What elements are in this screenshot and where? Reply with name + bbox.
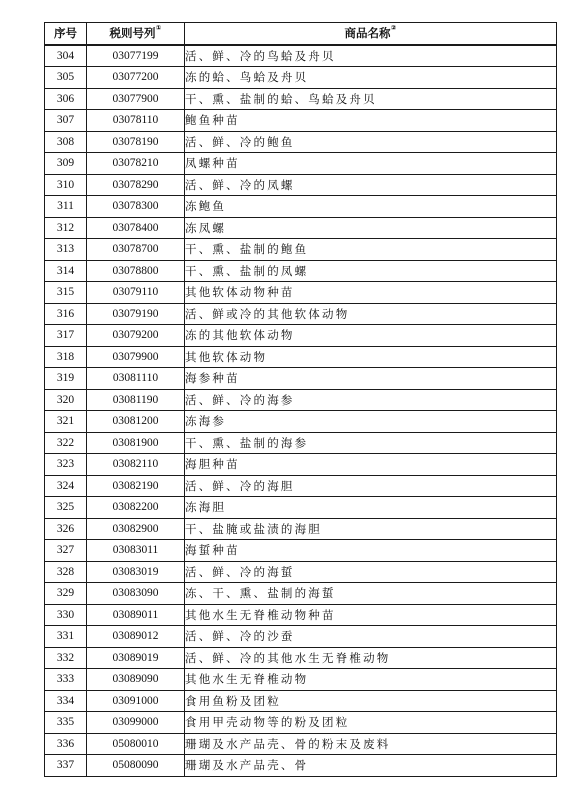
table-row	[45, 174, 557, 196]
row-name: 珊瑚及水产品壳、骨的粉末及废料	[185, 733, 557, 755]
row-name: 活、鲜或冷的其他软体动物	[185, 303, 557, 325]
row-code: 03081110	[87, 368, 185, 390]
row-name: 活、鲜、冷的鲍鱼	[185, 131, 557, 153]
row-seq: 323	[45, 454, 87, 476]
row-code: 03079110	[87, 282, 185, 304]
row-name: 冻凤螺	[185, 217, 557, 239]
row-name: 活、鲜、冷的海参	[185, 389, 557, 411]
table-row	[45, 561, 557, 583]
row-code: 03099000	[87, 712, 185, 734]
row-seq: 321	[45, 411, 87, 433]
header-code: 税则号列①	[87, 23, 185, 45]
table-row	[45, 454, 557, 476]
row-seq: 308	[45, 131, 87, 153]
row-name: 凤螺种苗	[185, 153, 557, 175]
table-row	[45, 131, 557, 153]
row-code: 03078400	[87, 217, 185, 239]
table-row	[45, 583, 557, 605]
table-body	[45, 45, 557, 777]
row-seq: 311	[45, 196, 87, 218]
row-seq: 337	[45, 755, 87, 777]
row-name: 冻的其他软体动物	[185, 325, 557, 347]
row-name: 海胆种苗	[185, 454, 557, 476]
table-row	[45, 411, 557, 433]
row-name: 海参种苗	[185, 368, 557, 390]
row-code: 03078190	[87, 131, 185, 153]
row-code: 03091000	[87, 690, 185, 712]
table-row	[45, 368, 557, 390]
row-code: 03082110	[87, 454, 185, 476]
row-name: 冻鲍鱼	[185, 196, 557, 218]
row-seq: 315	[45, 282, 87, 304]
row-code: 03082200	[87, 497, 185, 519]
row-code: 03079190	[87, 303, 185, 325]
table-row	[45, 110, 557, 132]
row-seq: 328	[45, 561, 87, 583]
row-code: 03082900	[87, 518, 185, 540]
row-seq: 305	[45, 67, 87, 89]
table-row	[45, 45, 557, 67]
table-row	[45, 239, 557, 261]
row-name: 冻海参	[185, 411, 557, 433]
table-row	[45, 518, 557, 540]
row-seq: 310	[45, 174, 87, 196]
row-name: 其他软体动物种苗	[185, 282, 557, 304]
row-seq: 319	[45, 368, 87, 390]
row-seq: 306	[45, 88, 87, 110]
table-row	[45, 67, 557, 89]
row-name: 食用鱼粉及团粒	[185, 690, 557, 712]
table-header-row	[45, 23, 557, 45]
row-code: 03089090	[87, 669, 185, 691]
row-seq: 309	[45, 153, 87, 175]
table-row	[45, 755, 557, 777]
row-name: 冻海胆	[185, 497, 557, 519]
row-name: 食用甲壳动物等的粉及团粒	[185, 712, 557, 734]
table-row	[45, 325, 557, 347]
row-seq: 322	[45, 432, 87, 454]
row-seq: 332	[45, 647, 87, 669]
row-code: 03077900	[87, 88, 185, 110]
table-row	[45, 626, 557, 648]
row-name: 干、盐腌或盐渍的海胆	[185, 518, 557, 540]
row-seq: 333	[45, 669, 87, 691]
table-row	[45, 475, 557, 497]
row-name: 其他水生无脊椎动物种苗	[185, 604, 557, 626]
row-seq: 307	[45, 110, 87, 132]
row-name: 珊瑚及水产品壳、骨	[185, 755, 557, 777]
row-name: 干、熏、盐制的鲍鱼	[185, 239, 557, 261]
row-seq: 313	[45, 239, 87, 261]
row-name: 干、熏、盐制的海参	[185, 432, 557, 454]
document-page	[44, 22, 556, 777]
table-row	[45, 647, 557, 669]
row-seq: 316	[45, 303, 87, 325]
row-code: 03079900	[87, 346, 185, 368]
row-code: 03079200	[87, 325, 185, 347]
row-seq: 334	[45, 690, 87, 712]
row-code: 03089019	[87, 647, 185, 669]
header-name: 商品名称②	[185, 23, 557, 45]
row-seq: 320	[45, 389, 87, 411]
row-seq: 330	[45, 604, 87, 626]
row-seq: 324	[45, 475, 87, 497]
row-name: 干、熏、盐制的凤螺	[185, 260, 557, 282]
row-code: 03078700	[87, 239, 185, 261]
row-code: 03089011	[87, 604, 185, 626]
row-name: 活、鲜、冷的沙蚕	[185, 626, 557, 648]
row-seq: 326	[45, 518, 87, 540]
row-name: 活、鲜、冷的海蜇	[185, 561, 557, 583]
table-row	[45, 497, 557, 519]
table-row	[45, 303, 557, 325]
row-name: 其他水生无脊椎动物	[185, 669, 557, 691]
table-row	[45, 432, 557, 454]
table-row	[45, 540, 557, 562]
row-seq: 331	[45, 626, 87, 648]
row-name: 冻的蛤、鸟蛤及舟贝	[185, 67, 557, 89]
row-code: 03078800	[87, 260, 185, 282]
table-row	[45, 604, 557, 626]
row-code: 03083090	[87, 583, 185, 605]
row-code: 03083011	[87, 540, 185, 562]
table-row	[45, 282, 557, 304]
footnote-marker-2: ②	[390, 24, 397, 33]
row-seq: 314	[45, 260, 87, 282]
table-row	[45, 690, 557, 712]
table-row	[45, 389, 557, 411]
row-code: 03078110	[87, 110, 185, 132]
row-code: 03077200	[87, 67, 185, 89]
row-code: 03078300	[87, 196, 185, 218]
table-row	[45, 196, 557, 218]
row-code: 03078210	[87, 153, 185, 175]
table-row	[45, 712, 557, 734]
header-seq: 序号	[45, 23, 87, 45]
row-name: 海蜇种苗	[185, 540, 557, 562]
row-seq: 312	[45, 217, 87, 239]
row-name: 冻、干、熏、盐制的海蜇	[185, 583, 557, 605]
row-code: 05080010	[87, 733, 185, 755]
table-row	[45, 346, 557, 368]
row-seq: 336	[45, 733, 87, 755]
table-row	[45, 217, 557, 239]
row-seq: 335	[45, 712, 87, 734]
row-seq: 329	[45, 583, 87, 605]
table-row	[45, 260, 557, 282]
row-seq: 317	[45, 325, 87, 347]
row-name: 干、熏、盐制的蛤、鸟蛤及舟贝	[185, 88, 557, 110]
row-code: 03077199	[87, 45, 185, 67]
row-seq: 325	[45, 497, 87, 519]
table-row	[45, 669, 557, 691]
row-code: 03082190	[87, 475, 185, 497]
row-code: 03081190	[87, 389, 185, 411]
row-name: 鲍鱼种苗	[185, 110, 557, 132]
row-seq: 318	[45, 346, 87, 368]
row-code: 03083019	[87, 561, 185, 583]
footnote-marker-1: ①	[155, 24, 162, 33]
row-name: 活、鲜、冷的鸟蛤及舟贝	[185, 45, 557, 67]
row-name: 其他软体动物	[185, 346, 557, 368]
row-code: 03081200	[87, 411, 185, 433]
table-row	[45, 88, 557, 110]
table-row	[45, 153, 557, 175]
tariff-table	[44, 22, 557, 777]
row-code: 05080090	[87, 755, 185, 777]
row-code: 03081900	[87, 432, 185, 454]
row-seq: 304	[45, 45, 87, 67]
row-name: 活、鲜、冷的海胆	[185, 475, 557, 497]
row-seq: 327	[45, 540, 87, 562]
row-name: 活、鲜、冷的凤螺	[185, 174, 557, 196]
row-name: 活、鲜、冷的其他水生无脊椎动物	[185, 647, 557, 669]
table-row	[45, 733, 557, 755]
row-code: 03089012	[87, 626, 185, 648]
row-code: 03078290	[87, 174, 185, 196]
